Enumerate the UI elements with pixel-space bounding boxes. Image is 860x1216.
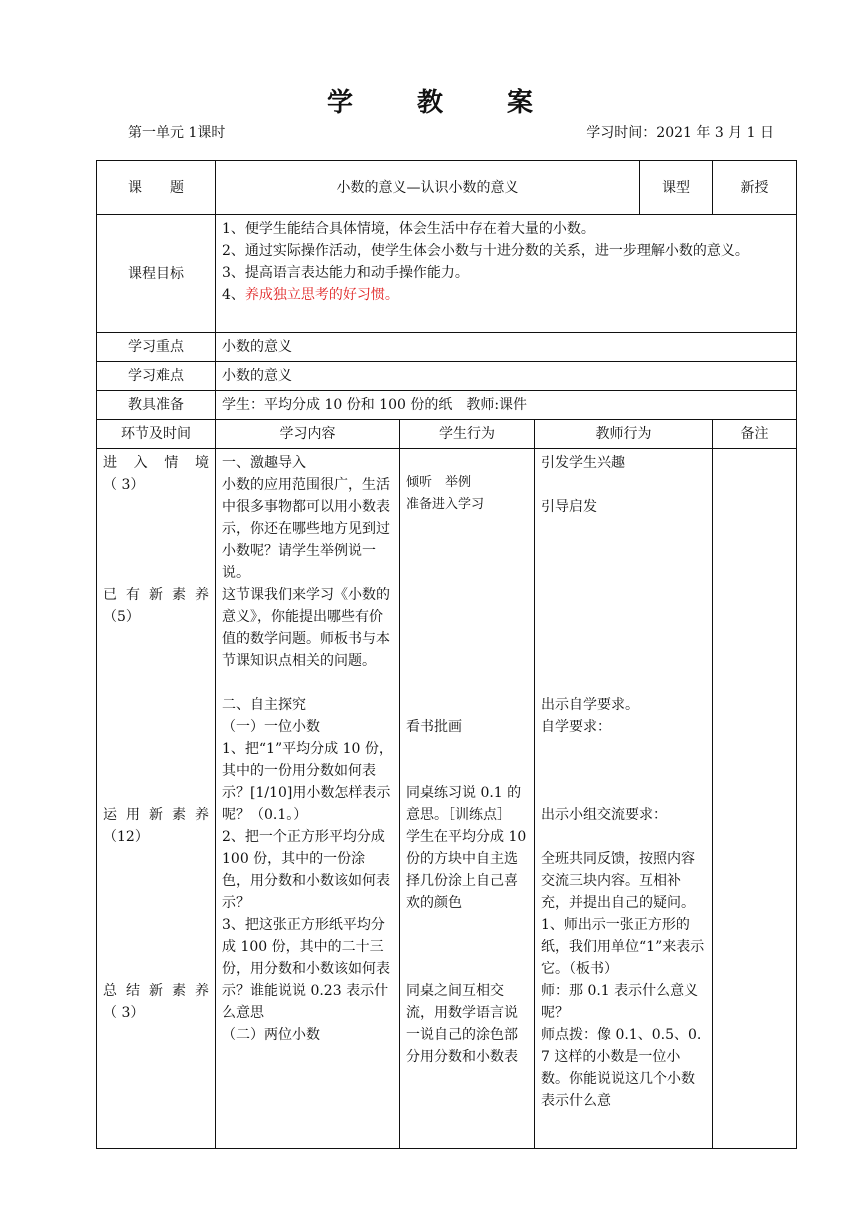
goals-list: [216, 215, 797, 333]
title-char: 教: [416, 88, 443, 118]
student-text: 学生在平均分成 10 份的方块中自主选择几份涂上自己喜欢的颜色: [406, 829, 527, 911]
content-text: 小数的应用范围很广，生活中很多事物都可以用小数表示，你还在哪些地方见到过小数呢？请学生举例说一说。: [222, 477, 390, 581]
page-title: [0, 82, 860, 119]
goal-item: 2、通过实际操作活动，使学生体会小数与十进分数的关系，进一步理解小数的意义。: [222, 243, 749, 259]
content-text: （一）一位小数: [222, 719, 320, 735]
stage-time: （ 3）: [103, 1005, 145, 1021]
focus-row: [97, 333, 797, 362]
content-column: [216, 449, 400, 1149]
col-header: 环节及时间: [97, 420, 216, 449]
stage-time: （5）: [103, 609, 140, 625]
type-label: 课型: [640, 161, 713, 215]
lesson-plan-table: [96, 160, 797, 1149]
topic-label: 课 题: [97, 161, 216, 215]
content-text: （二）两位小数: [222, 1027, 320, 1043]
student-text: 准备进入学习: [406, 497, 485, 512]
content-text: 3、把这张正方形纸平均分成 100 份，其中的二十三份，用分数和小数该如何表示？谁能说说 0.23 表示什么意思: [222, 917, 390, 1021]
goal-item: 3、提高语言表达能力和动手操作能力。: [222, 265, 469, 281]
col-header: 学习内容: [216, 420, 400, 449]
teacher-text: 师：那 0.1 表示什么意义呢？: [541, 983, 699, 1021]
teacher-text: 引发学生兴趣: [541, 455, 625, 471]
unit-info: 第一单元 1课时: [128, 125, 226, 141]
tools-row: [97, 391, 797, 420]
column-header-row: [97, 420, 797, 449]
goals-row: [97, 215, 797, 333]
col-header: 学生行为: [400, 420, 535, 449]
student-text: 同桌练习说 0.1 的意思。［训练点］: [406, 785, 522, 823]
goal-number: 4、: [222, 287, 245, 303]
focus-label: 学习重点: [97, 333, 216, 362]
goals-label: 课程目标: [97, 215, 216, 333]
date-info: 学习时间：2021 年 3 月 1 日: [586, 125, 774, 141]
process-row: [97, 449, 797, 1149]
teacher-text: 自学要求：: [541, 719, 611, 735]
title-char: 案: [507, 88, 534, 118]
content-text: 2、把一个正方形平均分成 100 份，其中的一份涂色，用分数和小数该如何表示？: [222, 829, 390, 911]
content-text: 1、把“1”平均分成 10 份，其中的一份用分数如何表示？[1/10]用小数怎样表示呢？（0.1。）: [222, 741, 393, 823]
teacher-column: [535, 449, 713, 1149]
student-text: 看书批画: [406, 719, 462, 735]
content-text: 这节课我们来学习《小数的意义》，你能提出哪些有价值的数学问题。师板书与本节课知识点相关的问题。: [222, 587, 390, 669]
stage-label: 运 用 新 素 养: [103, 807, 209, 823]
topic-value: 小数的意义—认识小数的意义: [216, 161, 640, 215]
teacher-text: 全班共同反馈，按照内容交流三块内容。互相补充，并提出自己的疑问。: [541, 851, 695, 911]
stage-label: 进 入 情 境: [103, 455, 209, 471]
content-text: 二、自主探究: [222, 697, 306, 713]
difficulty-value: 小数的意义: [216, 362, 797, 391]
stage-time: （ 3）: [103, 477, 145, 493]
title-char: 学: [326, 88, 353, 118]
student-text: 倾听 举例: [406, 475, 472, 490]
goal-item: 1、便学生能结合具体情境，体会生活中存在着大量的小数。: [222, 221, 595, 237]
teacher-text: 师点拨：像 0.1、0.5、0.7 这样的小数是一位小数。你能说说这几个小数表示什么意: [541, 1027, 702, 1109]
student-column: [400, 449, 535, 1149]
tools-label: 教具准备: [97, 391, 216, 420]
teacher-text: 引导启发: [541, 499, 597, 515]
stage-label: 总 结 新 素 养: [103, 983, 209, 999]
focus-value: 小数的意义: [216, 333, 797, 362]
topic-row: [97, 161, 797, 215]
teacher-text: 出示小组交流要求：: [541, 807, 667, 823]
student-text: 同桌之间互相交流，用数学语言说一说自己的涂色部分用分数和小数表: [406, 983, 518, 1065]
goal-highlight: 养成独立思考的好习惯。: [244, 287, 399, 303]
remarks-column: [713, 449, 797, 1149]
difficulty-row: [97, 362, 797, 391]
col-header: 教师行为: [535, 420, 713, 449]
type-value: 新授: [713, 161, 797, 215]
teacher-text: 1、师出示一张正方形的纸，我们用单位“1”来表示它。（板书）: [541, 917, 705, 977]
content-text: 一、激趣导入: [222, 455, 306, 471]
teacher-text: 出示自学要求。: [541, 697, 639, 713]
tools-value: 学生：平均分成 10 份和 100 份的纸 教师:课件: [216, 391, 797, 420]
goal-item: [222, 284, 790, 306]
stage-time: （12）: [103, 829, 149, 845]
col-header: 备注: [713, 420, 797, 449]
stage-column: [97, 449, 216, 1149]
difficulty-label: 学习难点: [97, 362, 216, 391]
stage-label: 已 有 新 素 养: [103, 587, 209, 603]
